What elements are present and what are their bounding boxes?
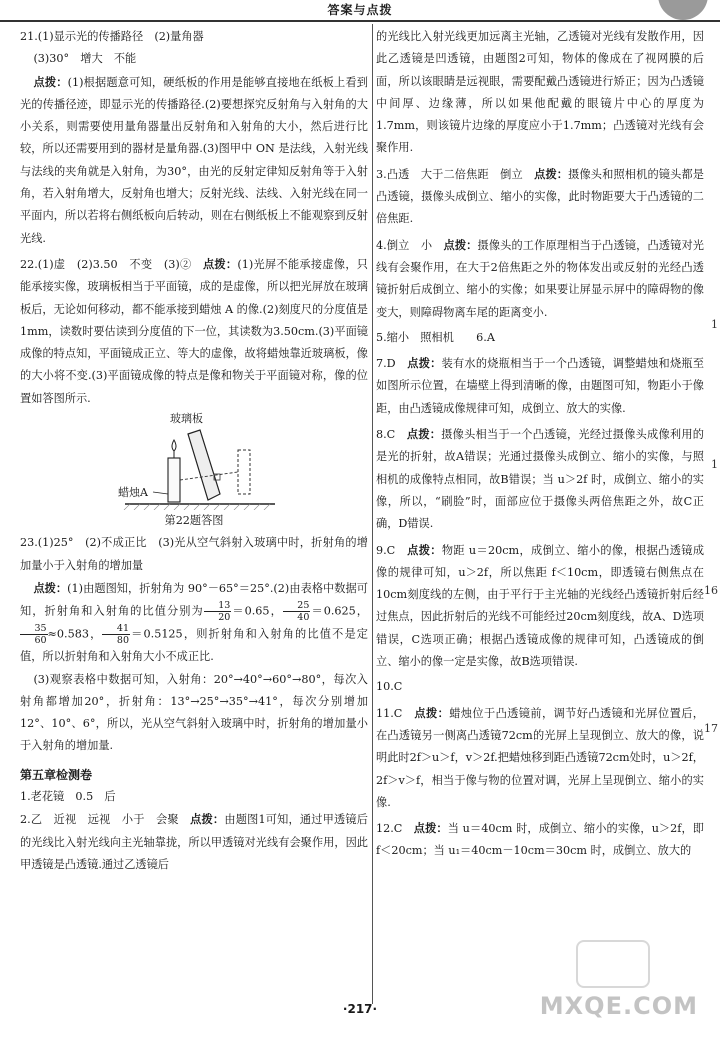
right-column (376, 26, 704, 863)
r12-answer-text: 12.C (376, 822, 414, 836)
r5-answer: 5.缩小 照相机 6.A (376, 330, 495, 344)
r3-answer (376, 163, 704, 231)
r8-answer-text: 8.C (376, 428, 407, 442)
q23-answer: 23.(1)25° (2)不成正比 (3)光从空气斜射入玻璃中时，折射角的增加量小于入射角的增加量 (20, 536, 368, 572)
q23-tip-text-c: ＝0.625， (310, 604, 368, 618)
candle-a-label: 蜡烛A (118, 486, 148, 500)
q22-tip-text: (1)光屏不能承接虚像，只能承接实像，玻璃板相当于平面镜，成的是虚像，所以把光屏放在玻璃板后，无论如何移动，都不能承接到蜡烛 A 的像.(2)刻度尺的分度值是1mm，读数时要估读到分度值的下一位，其读数为3.50cm.(3)平面镜成像的特点知，平面镜成正立、等大的虚像，故将蜡烛靠近玻璃板，像的大小将不变.(3)平面镜成像的特点是像和物关于平面镜对称，像的位置如答图所示. (20, 257, 368, 405)
left-column (20, 26, 368, 876)
r10-answer: 10.C (376, 680, 403, 694)
r7-tip-text: 装有水的烧瓶相当于一个凸透镜，调整蜡烛和烧瓶至如图所示位置，在墙壁上得到清晰的像，由题图可知，物距小于像距，由凸透镜成像规律可知，成倒立、放大的实像. (376, 357, 704, 415)
r8-tip-text: 摄像头相当于一个凸透镜，光经过摄像头成像利用的是光的折射，故A错误；光通过摄像头成倒立、缩小的实像，与照相机的成像特点相同，故B错误；当 u＞2f 时，成倒立、缩小的实像，所以，“刷脸”时，面部应位于摄像头两倍焦距之外，故C正确，D错误. (376, 428, 704, 531)
watermark-box-icon (576, 940, 650, 988)
q22-tip-label: 点拨： (202, 256, 238, 271)
q21-answer-line2: (3)30° 增大 不能 (33, 52, 137, 66)
q23-tip (20, 577, 368, 669)
glass-plate-label: 玻璃板 (170, 412, 203, 426)
r11-tip-text: 蜡烛位于凸透镜前，调节好凸透镜和光屏位置后，在凸透镜另一侧离凸透镜72cm的光屏上呈现倒立、放大的像，说明此时2f＞u＞f，v＞2f.把蜡烛移到距凸透镜72cm处时，u＞2f，2f＞v＞f，相当于像与物的位置对调，光屏上呈现倒立、缩小的实像. (376, 706, 704, 809)
q21-tip-text: (1)根据题意可知，硬纸板的作用是能够直接地在纸板上看到光的传播径迹，即显示光的传播路径.(2)要想探究反射角与入射角的大小关系，则需要使用量角器量出反射角和入射角的大小，然后进行比较，所以还需要用到的器材是量角器.(3)图甲中 ON 是法线，入射光线与法线的夹角就是入射角，为30°，由光的反射定律知反射角等于入射角，若入射角增大，反射角也增大；反射光线、法线、入射光线在同一平面内，所以若将右侧纸板向后转动，则在右侧纸板上不能观察到反射光线. (20, 75, 368, 245)
r4-tip-text: 摄像头的工作原理相当于凸透镜，凸透镜对光线有会聚作用，在大于2倍焦距之外的物体发出或反射的光经凸透镜折射后成倒立、缩小的实像；如果要让屏显示屏中的障碍物的像变大，则障碍物离车尾的距离变小. (376, 238, 704, 319)
r4-tip-label: 点拨： (443, 237, 478, 252)
r12-tip-text: 当 u＝40cm 时，成倒立、缩小的实像，u＞2f，即 f＜20cm；当 u₁＝40cm－10cm＝30cm 时，成倒立、放大的 (376, 822, 704, 858)
r4-answer-text: 4.倒立 小 (376, 238, 444, 252)
mirror-diagram (20, 410, 368, 510)
s2-answer (20, 808, 368, 876)
page-header (0, 0, 720, 22)
q22-answer-line1: 22.(1)虚 (2)3.50 不变 (3)② (20, 257, 203, 271)
candle-image-shape (238, 450, 250, 494)
q23-tip-part3: (3)观察表格中数据可知，入射角：20°→40°→60°→80°，每次入射角都增加20°，折射角：13°→25°→35°→41°，每次分别增加12°、10°、6°，所以，光从空气斜射入玻璃中时，折射角的增加量小于入射角的增加量. (20, 672, 368, 753)
r9-tip-label: 点拨： (407, 542, 442, 557)
s2-tip-continued: 的光线比入射光线更加远离主光轴，乙透镜对光线有发散作用，因此乙透镜是凹透镜，由题图2可知，物体的像成在了视网膜的后面，所以该眼睛是远视眼，需要配戴凸透镜进行矫正；因为凸透镜中间厚、边缘薄，所以如果他配戴的眼镜片中心的厚度为1.7mm，则该镜片边缘的厚度应小于1.7mm；凸透镜对光线有会聚作用. (376, 30, 704, 155)
r7-tip-label: 点拨： (407, 356, 442, 371)
r8-tip-label: 点拨： (406, 427, 442, 442)
r8-answer (376, 423, 704, 535)
r3-tip-label: 点拨： (534, 166, 569, 181)
r4-answer (376, 234, 704, 324)
r11-tip-label: 点拨： (414, 705, 450, 720)
r11-answer (376, 702, 704, 814)
s2-tip-text: 由题图1可知，通过甲透镜后的光线比入射光线向主光轴靠拢，所以甲透镜对光线有会聚作用，因此甲透镜是凸透镜.通过乙透镜后 (20, 813, 368, 871)
candle-flame-icon (172, 440, 176, 451)
r12-answer (376, 817, 704, 863)
r7-answer-text: 7.D (376, 357, 408, 371)
q23-tip-text-d: ≈0.583， (47, 627, 103, 641)
s2-answer-text: 2.乙 近视 远视 小于 会聚 (20, 813, 191, 827)
r9-answer (376, 539, 704, 674)
r7-answer (376, 352, 704, 420)
edge-mark: 16 (704, 584, 718, 597)
q23-tip-text-b: ＝0.65， (231, 604, 283, 618)
r11-answer-text: 11.C (376, 706, 415, 720)
fraction-41-80: $\frac{41}{80}$ (102, 623, 130, 646)
fraction-13-20: $\frac{13}{20}$ (204, 600, 232, 623)
r3-tip-text: 摄像头和照相机的镜头都是凸透镜，摄像头成倒立、缩小的实像，此时物距要大于凸透镜的二倍焦距. (376, 167, 704, 226)
page-number: ·217· (342, 1002, 378, 1016)
r12-tip-label: 点拨： (413, 821, 448, 836)
s2-tip-label: 点拨： (190, 812, 225, 827)
q22-answer-figure (20, 410, 368, 510)
s1-answer: 1.老花镜 0.5 后 (20, 790, 116, 804)
r9-answer-text: 9.C (376, 543, 408, 557)
fraction-25-40: $\frac{25}{40}$ (283, 600, 311, 623)
r3-answer-text: 3.凸透 大于二倍焦距 倒立 (376, 167, 535, 181)
section-title: 第五章检测卷 (20, 767, 93, 782)
header-title: 答案与点拨 (327, 3, 393, 17)
column-divider (372, 24, 373, 1004)
q22-answer (20, 253, 368, 410)
glass-plate-shape (188, 430, 220, 500)
watermark-text: MXQE.COM (539, 992, 698, 1020)
figure-caption: 第22题答图 (164, 514, 224, 528)
q21-tip-label: 点拨： (33, 74, 68, 89)
edge-mark: 17 (704, 722, 718, 735)
edge-mark: 1 (711, 458, 718, 471)
q23-tip-text-e: ＝0.5125，则折射角和入射角的比值不是定值，所以折射角和入射角大小不成正比. (20, 627, 368, 664)
q23-tip-label: 点拨： (33, 580, 68, 595)
edge-mark: 1 (711, 318, 718, 331)
q21-answer-line1: 21.(1)显示光的传播路径 (2)量角器 (20, 30, 204, 43)
fraction-35-60: $\frac{35}{60}$ (20, 623, 48, 646)
q23-tip-text-a: (1)由题图知，折射角为 90°－65°＝25°.(2)由表格中数据可知，折射角和入射角的比值分别为 (20, 581, 368, 618)
candle-a-shape (168, 458, 180, 502)
q21-tip (20, 71, 368, 250)
r9-tip-text: 物距 u＝20cm，成倒立、缩小的像，根据凸透镜成像的规律可知，u＞2f，所以焦距 f＜10cm，即透镜右侧焦点在10cm刻度线的左侧，由于平行于主光轴的光线经凸透镜折射后经过焦点，因此折射后的光线不可能经过20cm刻度线，故A、D选项错误，C选项正确；根据凸透镜成像的规律可知，凸透镜成的倒立、缩小的像一定是实像，故B选项错误. (376, 543, 705, 669)
